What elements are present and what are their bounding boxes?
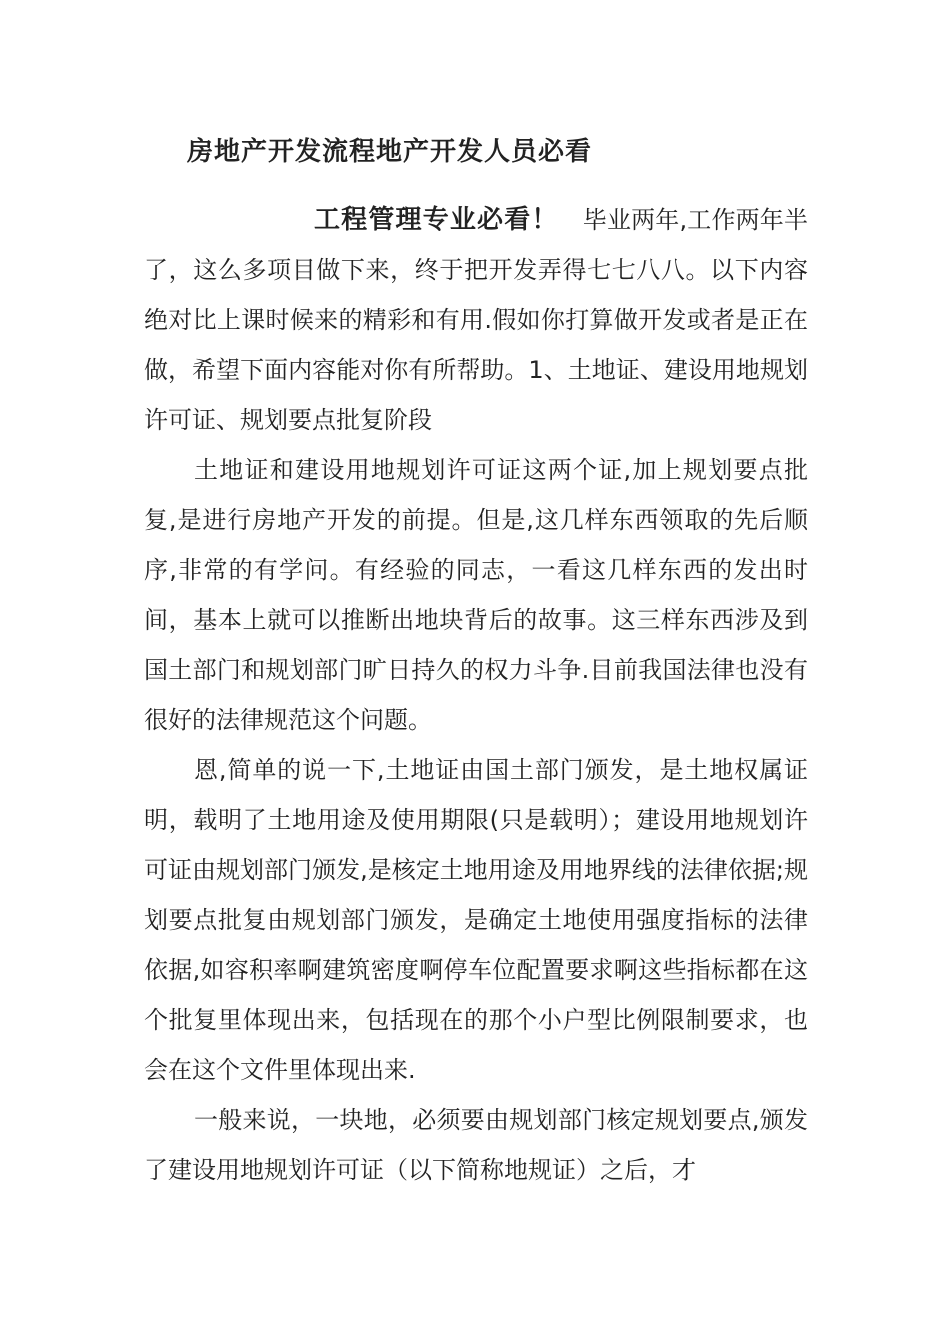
document-body	[144, 195, 808, 1195]
paragraph-1: 土地证和建设用地规划许可证这两个证,加上规划要点批复,是进行房地产开发的前提。但是,这几样东西领取的先后顺序,非常的有学问。有经验的同志，一看这几样东西的发出时间，基本上就可以推断出地块背后的故事。这三样东西涉及到国土部门和规划部门旷日持久的权力斗争.目前我国法律也没有很好的法律规范这个问题。	[144, 456, 808, 734]
document-subtitle: 工程管理专业必看！	[314, 205, 559, 235]
paragraph-3: 一般来说，一块地，必须要由规划部门核定规划要点,颁发了建设用地规划许可证（以下简称地规证）之后，才	[144, 1106, 808, 1184]
paragraph-2: 恩,简单的说一下,土地证由国土部门颁发，是土地权属证明，载明了土地用途及使用期限(只是载明）；建设用地规划许可证由规划部门颁发,是核定土地用途及用地界线的法律依据;规划要点批复由规划部门颁发，是确定土地使用强度指标的法律依据,如容积率啊建筑密度啊停车位配置要求啊这些指标都在这个批复里体现出来，包括现在的那个小户型比例限制要求，也会在这个文件里体现出来.	[144, 756, 808, 1084]
intro-text: 毕业两年,工作两年半了，这么多项目做下来，终于把开发弄得七七八八。以下内容绝对比上课时候来的精彩和有用.假如你打算做开发或者是正在做，希望下面内容能对你有所帮助。1、土地证、建设用地规划许可证、规划要点批复阶段	[144, 206, 808, 434]
intro-paragraph	[144, 195, 808, 445]
document-title: 房地产开发流程地产开发人员必看	[187, 137, 593, 167]
